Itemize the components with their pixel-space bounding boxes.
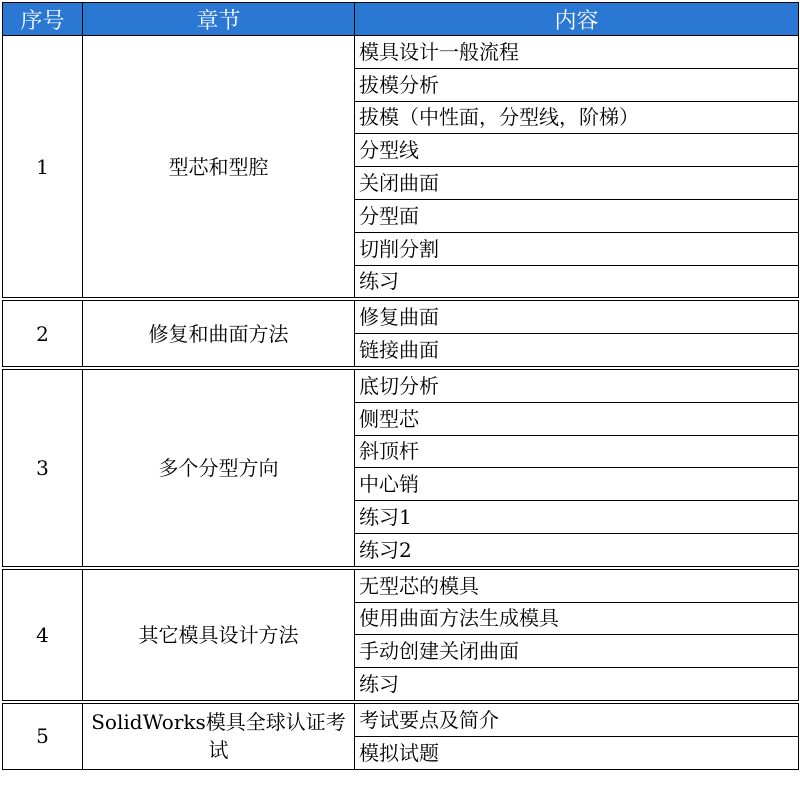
content-cell: 练习2 bbox=[355, 533, 799, 567]
header-content: 内容 bbox=[355, 3, 799, 36]
content-cell: 拔模分析 bbox=[355, 68, 799, 101]
content-cell: 斜顶杆 bbox=[355, 435, 799, 468]
content-cell: 中心销 bbox=[355, 468, 799, 501]
chapter-cell: 修复和曲面方法 bbox=[83, 299, 355, 368]
chapter-cell: 其它模具设计方法 bbox=[83, 568, 355, 702]
table-row bbox=[3, 299, 799, 333]
content-cell: 拔模（中性面，分型线，阶梯） bbox=[355, 101, 799, 134]
course-table-container bbox=[2, 2, 798, 770]
content-cell: 关闭曲面 bbox=[355, 167, 799, 200]
seq-cell: 2 bbox=[3, 299, 83, 368]
content-cell: 练习1 bbox=[355, 501, 799, 534]
table-row bbox=[3, 368, 799, 402]
seq-cell: 5 bbox=[3, 702, 83, 769]
content-cell: 考试要点及简介 bbox=[355, 702, 799, 736]
table-row bbox=[3, 36, 799, 69]
content-cell: 模拟试题 bbox=[355, 736, 799, 769]
content-cell: 手动创建关闭曲面 bbox=[355, 635, 799, 668]
table-row bbox=[3, 568, 799, 602]
header-chapter: 章节 bbox=[83, 3, 355, 36]
header-seq: 序号 bbox=[3, 3, 83, 36]
seq-cell: 3 bbox=[3, 368, 83, 568]
content-cell: 分型面 bbox=[355, 199, 799, 232]
content-cell: 底切分析 bbox=[355, 368, 799, 402]
chapter-cell: 多个分型方向 bbox=[83, 368, 355, 568]
seq-cell: 4 bbox=[3, 568, 83, 702]
content-cell: 练习 bbox=[355, 265, 799, 299]
content-cell: 模具设计一般流程 bbox=[355, 36, 799, 69]
content-cell: 链接曲面 bbox=[355, 334, 799, 368]
chapter-cell: SolidWorks模具全球认证考试 bbox=[83, 702, 355, 769]
content-cell: 修复曲面 bbox=[355, 299, 799, 333]
content-cell: 使用曲面方法生成模具 bbox=[355, 602, 799, 635]
content-cell: 切削分割 bbox=[355, 232, 799, 265]
table-header-row bbox=[3, 3, 799, 36]
content-cell: 分型线 bbox=[355, 134, 799, 167]
table-body bbox=[3, 36, 799, 770]
seq-cell: 1 bbox=[3, 36, 83, 300]
table-row bbox=[3, 702, 799, 736]
course-outline-table bbox=[2, 2, 799, 770]
content-cell: 无型芯的模具 bbox=[355, 568, 799, 602]
content-cell: 侧型芯 bbox=[355, 402, 799, 435]
content-cell: 练习 bbox=[355, 668, 799, 702]
chapter-cell: 型芯和型腔 bbox=[83, 36, 355, 300]
